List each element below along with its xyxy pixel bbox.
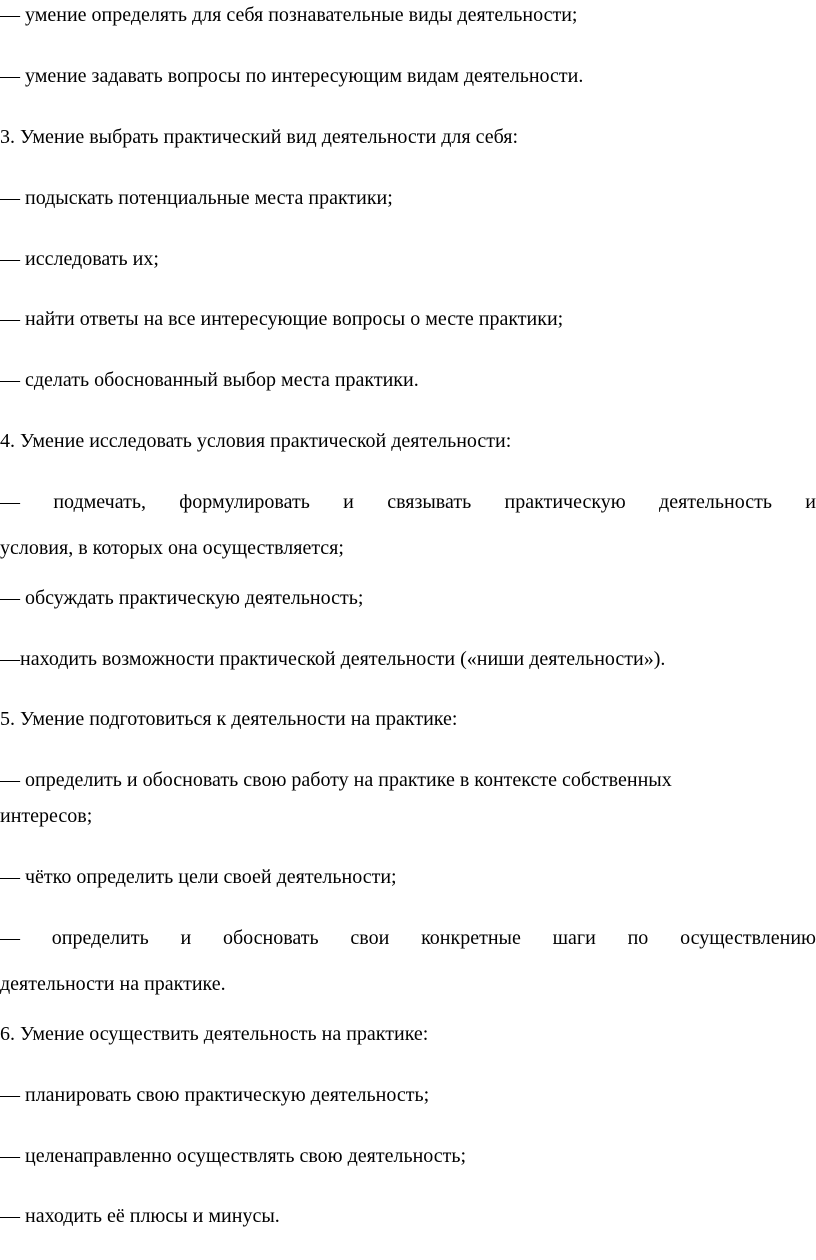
text-line: — чётко определить цели своей деятельности; — [0, 866, 397, 888]
text-line: условия, в которых она осуществляется; — [0, 537, 344, 559]
section-heading: 3. Умение выбрать практический вид деятельности для себя: — [0, 126, 519, 148]
text-line: — определить и обосновать свои конкретные шаги по осуществлению — [0, 927, 816, 949]
text-line: — сделать обоснованный выбор места практики. — [0, 369, 419, 391]
text-line: интересов; — [0, 805, 93, 827]
section-heading: 5. Умение подготовиться к деятельности на практике: — [0, 708, 458, 730]
text-line: — обсуждать практическую деятельность; — [0, 587, 364, 609]
text-paragraph — [0, 490, 816, 560]
text-line: —находить возможности практической деятельности («ниши деятельности»). — [0, 648, 666, 670]
text-line: — находить её плюсы и минусы. — [0, 1205, 280, 1227]
text-line: — определить и обосновать свою работу на практике в контексте собственных — [0, 769, 672, 791]
text-line: — планировать свою практическую деятельность; — [0, 1084, 430, 1106]
text-line: — подыскать потенциальные места практики; — [0, 187, 393, 209]
text-line: — умение определять для себя познавательные виды деятельности; — [0, 4, 578, 26]
text-line: деятельности на практике. — [0, 973, 226, 995]
text-line: — умение задавать вопросы по интересующим видам деятельности. — [0, 65, 584, 87]
text-line: — подмечать, формулировать и связывать практическую деятельность и — [0, 491, 816, 513]
text-line: — исследовать их; — [0, 248, 159, 270]
section-heading: 4. Умение исследовать условия практической деятельности: — [0, 430, 512, 452]
text-paragraph — [0, 926, 816, 996]
text-line: — целенаправленно осуществлять свою деятельность; — [0, 1145, 467, 1167]
text-line: — найти ответы на все интересующие вопросы о месте практики; — [0, 308, 564, 330]
section-heading: 6. Умение осуществить деятельность на практике: — [0, 1023, 429, 1045]
